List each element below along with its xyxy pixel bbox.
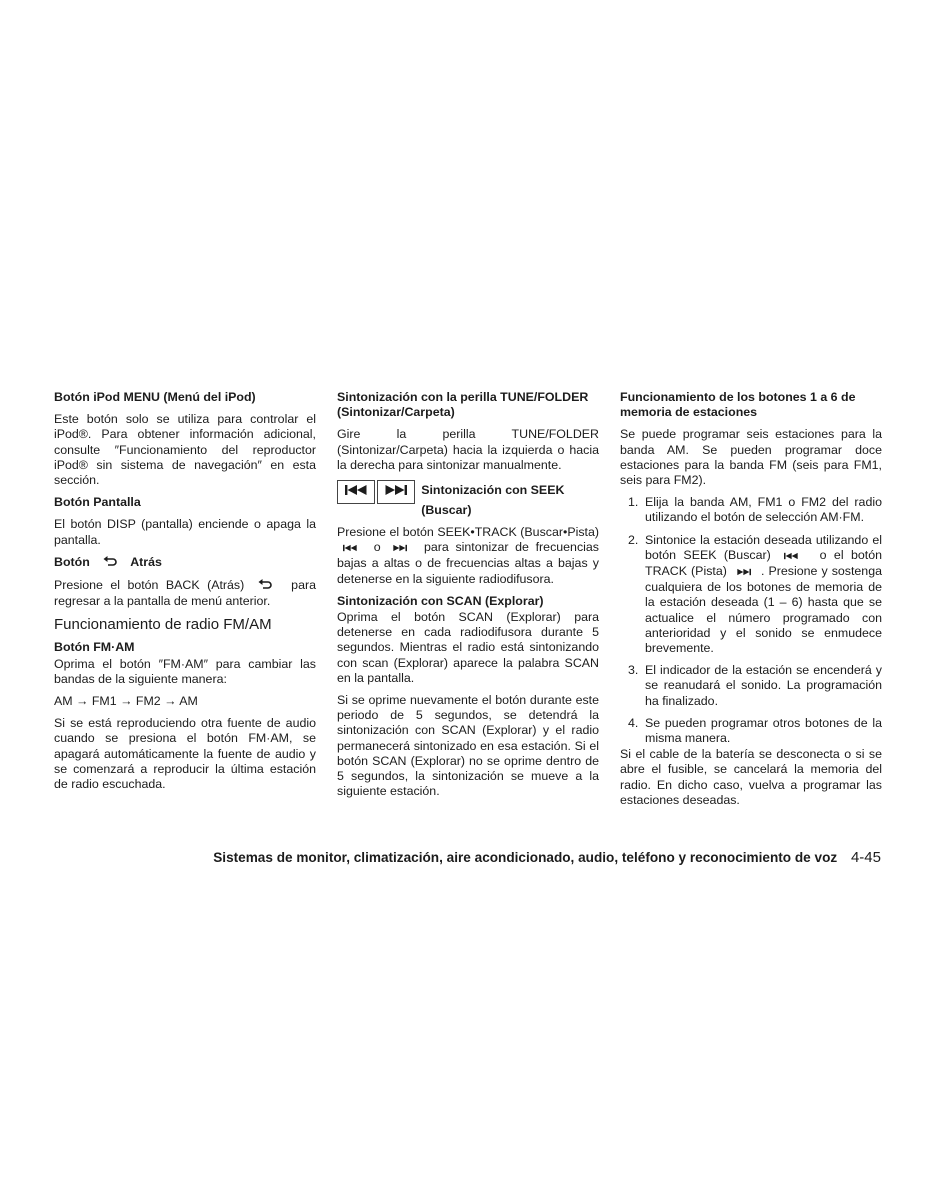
step-text-part-c: . Presione y sostenga cualquiera de los botones de memoria de la estación deseada (1 – 6) hasta que se actualice el número programado con anterioridad y el sonido se enmudece brevemente.	[645, 564, 882, 656]
seek-section-header	[337, 480, 599, 520]
list-item	[620, 495, 882, 525]
back-text-part-b: para regresar a la pantalla de menú anterior.	[54, 578, 316, 609]
scan-text-2: Si se oprime nuevamente el botón durante este periodo de 5 segundos, se detendrá la sintonización con SCAN (Explorar) y el radio permanecerá sintonizado en esa estación. Si el botón SCAN (Explorar) no se oprime dentro de 5 segundos, la sintonización se mueve a la siguiente estación.	[337, 693, 599, 799]
step-text: El indicador de la estación se encenderá y se reanudará el sonido. La programación ha finalizado.	[645, 663, 882, 708]
footer-section-title: Sistemas de monitor, climatización, aire acondicionado, audio, teléfono y reconocimiento de voz	[213, 850, 838, 865]
seek-back-button-illustration	[337, 480, 375, 504]
skip-forward-icon	[737, 565, 751, 580]
display-button-text: El botón DISP (pantalla) enciende o apaga la pantalla.	[54, 517, 316, 547]
display-button-heading: Botón Pantalla	[54, 495, 141, 510]
seek-forward-button-illustration	[377, 480, 415, 504]
back-heading-label-b: Atrás	[130, 554, 162, 569]
page-number: 4-45	[850, 849, 881, 866]
tune-folder-heading: Sintonización con la perilla TUNE/FOLDER (Sintonizar/Carpeta)	[337, 390, 589, 420]
seek-text-part-a: Presione el botón SEEK•TRACK (Buscar•Pista)	[337, 525, 599, 540]
skip-forward-icon	[385, 484, 407, 499]
page-footer	[213, 849, 881, 866]
back-text-part-a: Presione el botón BACK (Atrás)	[54, 578, 245, 593]
step-text: Elija la banda AM, FM1 o FM2 del radio utilizando el botón de selección AM·FM.	[645, 495, 882, 525]
skip-back-icon	[345, 484, 367, 499]
ipod-menu-heading: Botón iPod MENU (Menú del iPod)	[54, 390, 256, 404]
list-item	[620, 663, 882, 709]
step-number: 4.	[628, 715, 639, 730]
back-button-heading	[54, 555, 316, 571]
scan-heading: Sintonización con SCAN (Explorar)	[337, 593, 544, 608]
back-arrow-icon	[258, 579, 272, 594]
step-text-part-a: Sintonice la estación deseada utilizando el botón SEEK (Buscar)	[645, 532, 882, 562]
battery-note: Si el cable de la batería se desconecta o si se abre el fusible, se cancelará la memoria del radio. En dicho caso, vuelva a programar las estaciones deseadas.	[620, 747, 882, 807]
step-number: 2.	[628, 532, 639, 547]
skip-back-icon	[784, 549, 798, 564]
memory-buttons-heading: Funcionamiento de los botones 1 a 6 de memoria de estaciones	[620, 390, 856, 420]
fm-am-button-text: Oprima el botón ″FM·AM″ para cambiar las bandas de la siguiente manera:	[54, 656, 316, 686]
back-button-text	[54, 578, 316, 609]
band-sequence: AM → FM1 → FM2 → AM	[54, 694, 198, 709]
fm-am-button-heading: Botón FM·AM	[54, 640, 135, 655]
fm-am-section-title: Funcionamiento de radio FM/AM	[54, 616, 272, 634]
column-right	[620, 390, 882, 815]
seek-heading: Sintonización con SEEK (Buscar)	[421, 483, 565, 518]
skip-forward-icon	[393, 541, 407, 556]
list-item	[620, 716, 882, 746]
step-number: 3.	[628, 663, 639, 678]
memory-buttons-text: Se puede programar seis estaciones para la banda AM. Se pueden programar doce estaciones para la banda FM (seis para FM1, seis para FM2).	[620, 427, 882, 488]
list-item	[620, 533, 882, 657]
tune-folder-text: Gire la perilla TUNE/FOLDER (Sintonizar/Carpeta) hacia la izquierda o hacia la derecha para sintonizar manualmente.	[337, 427, 599, 472]
step-number: 1.	[628, 495, 639, 510]
skip-back-icon	[343, 541, 357, 556]
column-middle	[337, 390, 599, 806]
step-text: Se pueden programar otros botones de la misma manera.	[645, 715, 882, 746]
back-arrow-icon	[103, 556, 117, 571]
scan-text: Oprima el botón SCAN (Explorar) para detenerse en cada radiodifusora durante 5 segundos. Mientras el radio está sintonizando con scan (Explorar) aparece la palabra SCAN en la pantalla.	[337, 610, 599, 685]
step-text-part-b: o el botón TRACK (Pista)	[645, 547, 882, 579]
seek-text	[337, 525, 599, 587]
seek-text-part-b: o	[373, 540, 381, 555]
seek-text-part-c: para sintonizar de frecuencias bajas a altas o de frecuencias altas a bajas y detenerse en la siguiente radiodifusora.	[337, 540, 599, 586]
programming-steps	[620, 495, 882, 746]
back-heading-label-a: Botón	[54, 554, 90, 569]
fm-am-button-text-2: Si se está reproduciendo otra fuente de audio cuando se presiona el botón FM·AM, se apagará automáticamente la fuente de audio y se comenzará a reproducir la última estación de radio escuchada.	[54, 716, 316, 792]
ipod-menu-text: Este botón solo se utiliza para controlar el iPod®. Para obtener información adicional, consulte ″Funcionamiento del reproductor iPod® sin sistema de navegación″ en esta sección.	[54, 412, 316, 488]
column-left	[54, 390, 316, 799]
